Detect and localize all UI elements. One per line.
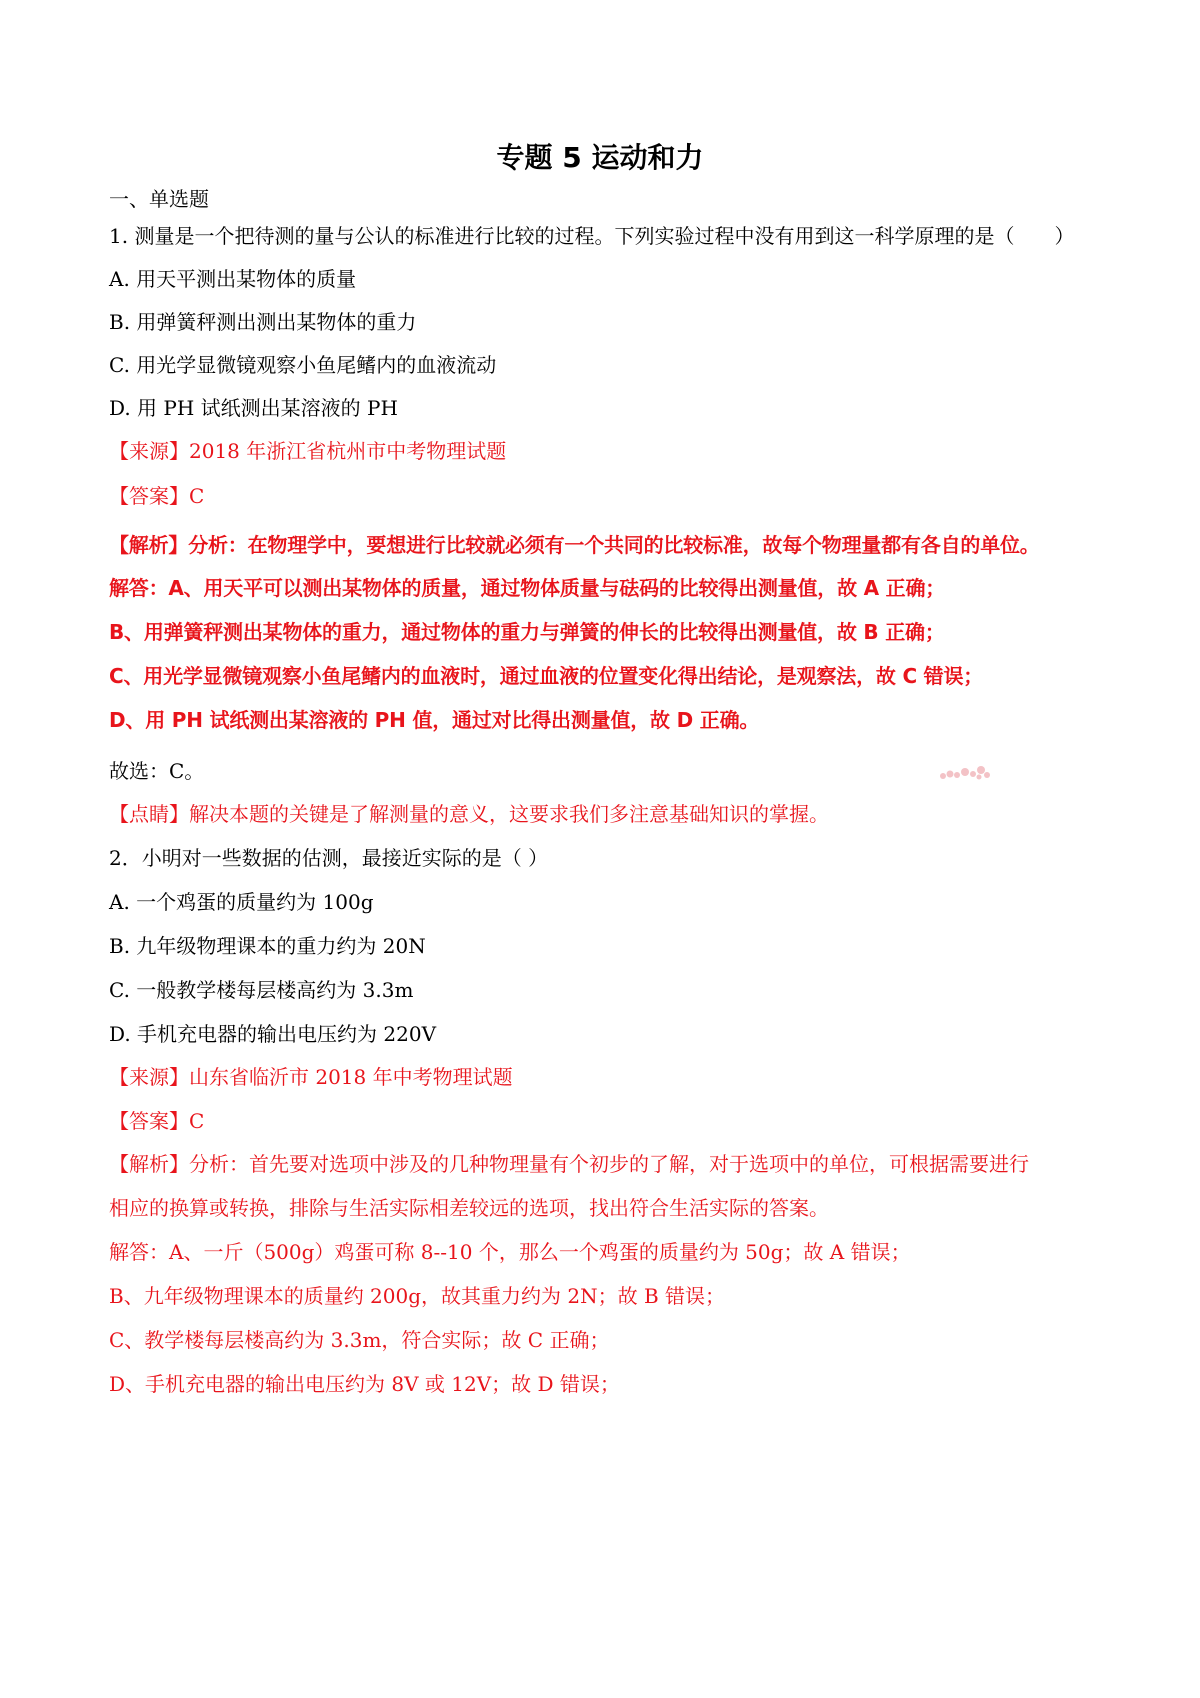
- section-heading: 一、单选题: [109, 187, 209, 211]
- q1-option-d: D. 用 PH 试纸测出某溶液的 PH: [109, 396, 398, 420]
- q1-analysis-line: D、用 PH 试纸测出某溶液的 PH 值，通过对比得出测量值，故 D 正确。: [109, 708, 760, 732]
- q2-analysis-line: B、九年级物理课本的质量约 200g，故其重力约为 2N；故 B 错误；: [109, 1284, 726, 1308]
- q2-stem: 2．小明对一些数据的估测，最接近实际的是（ ）: [109, 846, 549, 870]
- q2-option-c: C. 一般教学楼每层楼高约为 3.3m: [109, 978, 414, 1002]
- q1-stem: 1. 测量是一个把待测的量与公认的标准进行比较的过程。下列实验过程中没有用到这一科学原理的是（ ）: [109, 224, 1075, 248]
- q2-option-d: D. 手机充电器的输出电压约为 220V: [109, 1022, 437, 1046]
- q2-analysis-line: D、手机充电器的输出电压约为 8V 或 12V；故 D 错误；: [109, 1372, 620, 1396]
- watermark-smudge: [935, 760, 995, 782]
- q2-analysis-line: 【解析】分析：首先要对选项中涉及的几种物理量有个初步的了解，对于选项中的单位，可根据需要进行: [109, 1152, 1029, 1176]
- q2-option-a: A. 一个鸡蛋的质量约为 100g: [109, 890, 374, 914]
- q2-option-b: B. 九年级物理课本的重力约为 20N: [109, 934, 426, 958]
- q1-analysis-line: 解答：A、用天平可以测出某物体的质量，通过物体质量与砝码的比较得出测量值，故 A 正确；: [109, 576, 946, 600]
- q2-analysis-line: 解答：A、一斤（500g）鸡蛋可称 8--10 个，那么一个鸡蛋的质量约为 50g；故 A 错误；: [109, 1240, 911, 1264]
- q2-analysis-line: C、教学楼每层楼高约为 3.3m，符合实际；故 C 正确；: [109, 1328, 610, 1352]
- page-title: 专题 5 运动和力: [496, 141, 704, 174]
- q2-source: 【来源】山东省临沂市 2018 年中考物理试题: [109, 1065, 513, 1089]
- q1-answer: 【答案】C: [109, 484, 205, 508]
- q1-analysis-line: C、用光学显微镜观察小鱼尾鳍内的血液时，通过血液的位置变化得出结论，是观察法，故 C 错误；: [109, 664, 984, 688]
- q1-option-b: B. 用弹簧秤测出测出某物体的重力: [109, 310, 417, 334]
- q1-choice: 故选：C。: [109, 759, 205, 783]
- q1-option-c: C. 用光学显微镜观察小鱼尾鳍内的血液流动: [109, 353, 497, 377]
- q1-analysis-line: 【解析】分析：在物理学中，要想进行比较就必须有一个共同的比较标准，故每个物理量都有各自的单位。: [109, 533, 1040, 557]
- q1-option-a: A. 用天平测出某物体的质量: [109, 267, 357, 291]
- q1-analysis-line: B、用弹簧秤测出某物体的重力，通过物体的重力与弹簧的伸长的比较得出测量值，故 B 正确；: [109, 620, 945, 644]
- q2-answer: 【答案】C: [109, 1109, 205, 1133]
- q1-remark: 【点睛】解决本题的关键是了解测量的意义，这要求我们多注意基础知识的掌握。: [109, 802, 829, 826]
- q1-source: 【来源】2018 年浙江省杭州市中考物理试题: [109, 439, 507, 463]
- q2-analysis-line: 相应的换算或转换，排除与生活实际相差较远的选项，找出符合生活实际的答案。: [109, 1196, 829, 1220]
